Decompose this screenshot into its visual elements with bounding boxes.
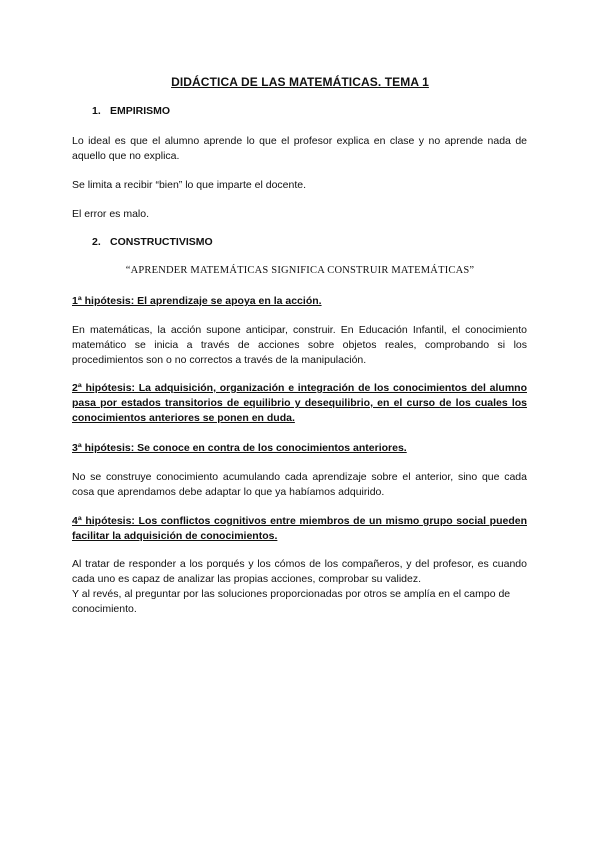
section-heading-constructivismo	[92, 236, 213, 248]
page-title: DIDÁCTICA DE LAS MATEMÁTICAS. TEMA 1	[171, 75, 429, 89]
section-quote: “APRENDER MATEMÁTICAS SIGNIFICA CONSTRUIR MATEMÁTICAS”	[125, 265, 475, 276]
paragraph: No se construye conocimiento acumulando cada aprendizaje sobre el anterior, sino que cada cosa que aprendamos debe adaptar lo que ya habíamos adquirido.	[72, 471, 527, 498]
paragraph: El error es malo.	[72, 208, 150, 220]
section-title: CONSTRUCTIVISMO	[110, 236, 213, 248]
hypothesis-title: 1ª hipótesis: El aprendizaje se apoya en la acción.	[72, 295, 322, 307]
section-number: 1.	[92, 105, 101, 117]
paragraph: En matemáticas, la acción supone anticipar, construir. En Educación Infantil, el conocimiento matemático se inicia a través de acciones sobre objetos reales, comprobando si los procedimientos son o no correctos a través de la manipulación.	[72, 324, 527, 366]
hypothesis-title: 2ª hipótesis: La adquisición, organización e integración de los conocimientos del alumno pasa por estados transitorios de equilibrio y desequilibrio, en el curso de los cuales los conocimientos anteriores se ponen en duda.	[72, 382, 527, 424]
hypothesis-title: 3ª hipótesis: Se conoce en contra de los conocimientos anteriores.	[72, 442, 407, 454]
section-number: 2.	[92, 236, 101, 248]
paragraph: Y al revés, al preguntar por las soluciones proporcionadas por otros se amplía en el campo de conocimiento.	[72, 588, 511, 615]
section-heading-empirismo	[92, 105, 170, 117]
paragraph: Lo ideal es que el alumno aprende lo que el profesor explica en clase y no aprende nada de aquello que no explica.	[72, 135, 527, 162]
section-title: EMPIRISMO	[110, 105, 171, 117]
paragraph: Se limita a recibir “bien” lo que imparte el docente.	[72, 179, 307, 191]
hypothesis-title: 4ª hipótesis: Los conflictos cognitivos entre miembros de un mismo grupo social pueden facilitar la adquisición de conocimientos.	[72, 515, 527, 542]
paragraph: Al tratar de responder a los porqués y los cómos de los compañeros, y del profesor, es cuando cada uno es capaz de analizar las propias acciones, comprobar su validez.	[72, 558, 527, 585]
